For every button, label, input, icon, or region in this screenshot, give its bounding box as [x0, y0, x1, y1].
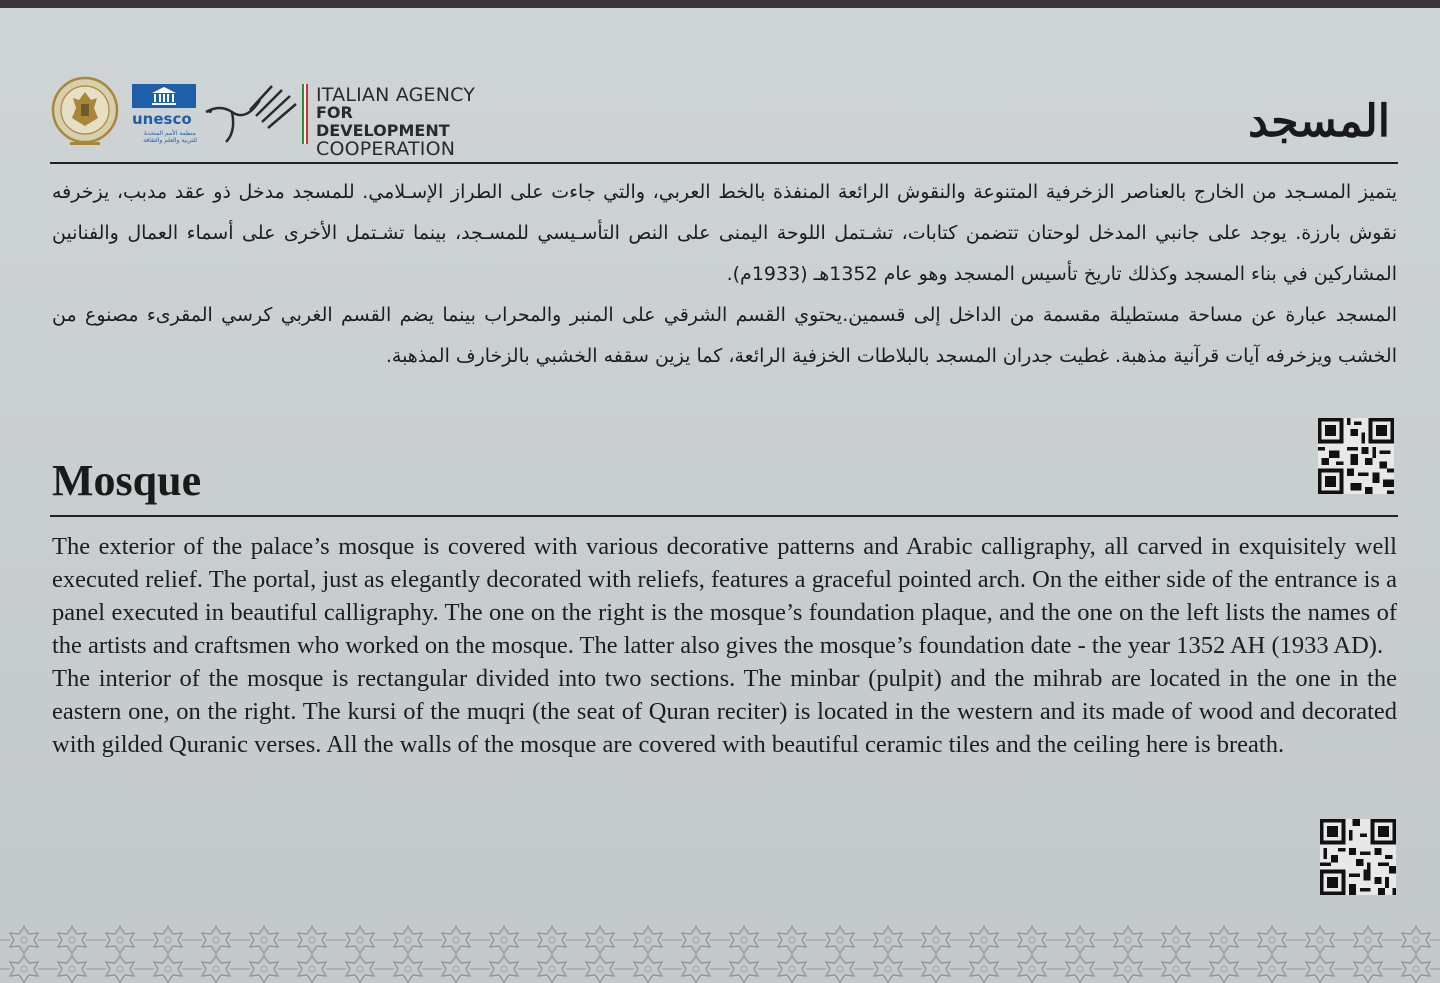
unesco-subtitle: منظمة الأمم المتحدة للتربية والعلم والثقافة [143, 130, 197, 144]
agency-line-2: FOR DEVELOPMENT [316, 103, 450, 140]
qr-code-icon [1318, 417, 1394, 495]
arabic-paragraph-2: المسجد عبارة عن مساحة مستطيلة مقسمة من الداخل إلى قسمين.يحتوي القسم الشرقي على المنبر والمحراب بينما يضم القسم الغربي كرسي المقرىء مصنوع من الخشب ويزخرفه آيات قرآنية مذهبة. غطيت جدران المسجد بالبلاطات الخزفية الرائعة، كما يزين سقفه الخشبي بالزخارف المذهبة. [52, 304, 1397, 367]
qr-code-icon [1320, 818, 1396, 896]
english-paragraph-1: The exterior of the palace’s mosque is covered with various decorative patterns and Arabic calligraphy, all carved in exquisitely well executed relief. The portal, just as elegantly decorated with reliefs, features a graceful pointed arch. On the either side of the entrance is a panel executed in beautiful calligraphy. The one on the right is the mosque’s foundation plaque, and the one on the left lists the names of the artists and craftsmen who worked on the mosque. The latter also gives the mosque’s foundation date - the year 1352 AH (1933 AD). [52, 533, 1397, 659]
unesco-name: unesco [132, 110, 192, 128]
english-body [52, 530, 1397, 761]
dove-icon [202, 82, 298, 146]
ministry-seal-icon [50, 74, 120, 148]
information-board [0, 8, 1440, 983]
italian-agency-logo-text [316, 86, 490, 158]
english-title: Mosque [52, 456, 202, 505]
top-edge [0, 0, 1440, 8]
italian-flag-bar [302, 84, 308, 144]
arabic-title: المسجد [1248, 96, 1390, 147]
header-logos [50, 74, 490, 160]
unesco-logo [132, 84, 198, 146]
geometric-star-pattern [0, 925, 1440, 983]
agency-line-3: COOPERATION [316, 138, 456, 160]
agency-line-1: ITALIAN AGENCY [316, 84, 476, 106]
arabic-body [52, 172, 1397, 377]
english-divider [50, 515, 1398, 517]
arabic-divider [50, 162, 1398, 164]
arabic-paragraph-1: يتميز المسـجد من الخارج بالعناصر الزخرفية المتنوعة والنقوش الرائعة المنفذة بالخط العربي، والتي جاءت على الطراز الإسـلامي. للمسجد مدخل ذو عقد مدبب، يزخرفه نقوش بارزة. يوجد على جانبي المدخل لوحتان تتضمن كتابات، تشـتمل اللوحة اليمنى على النص التأسـيسي للمسـجد، بينما تشـتمل الأخرى على أسماء العمال والفنانين المشاركين في بناء المسجد وكذلك تاريخ تأسيس المسجد وهو عام 1352هـ (1933م). [52, 181, 1397, 285]
unesco-temple-icon [132, 84, 196, 108]
english-paragraph-2: The interior of the mosque is rectangular divided into two sections. The minbar (pulpit) and the mihrab are located in the one in the eastern one, on the right. The kursi of the muqri (the seat of Quran reciter) is located in the western and its made of wood and decorated with gilded Quranic verses. All the walls of the mosque are covered with beautiful ceramic tiles and the ceiling here is breath. [52, 665, 1397, 758]
